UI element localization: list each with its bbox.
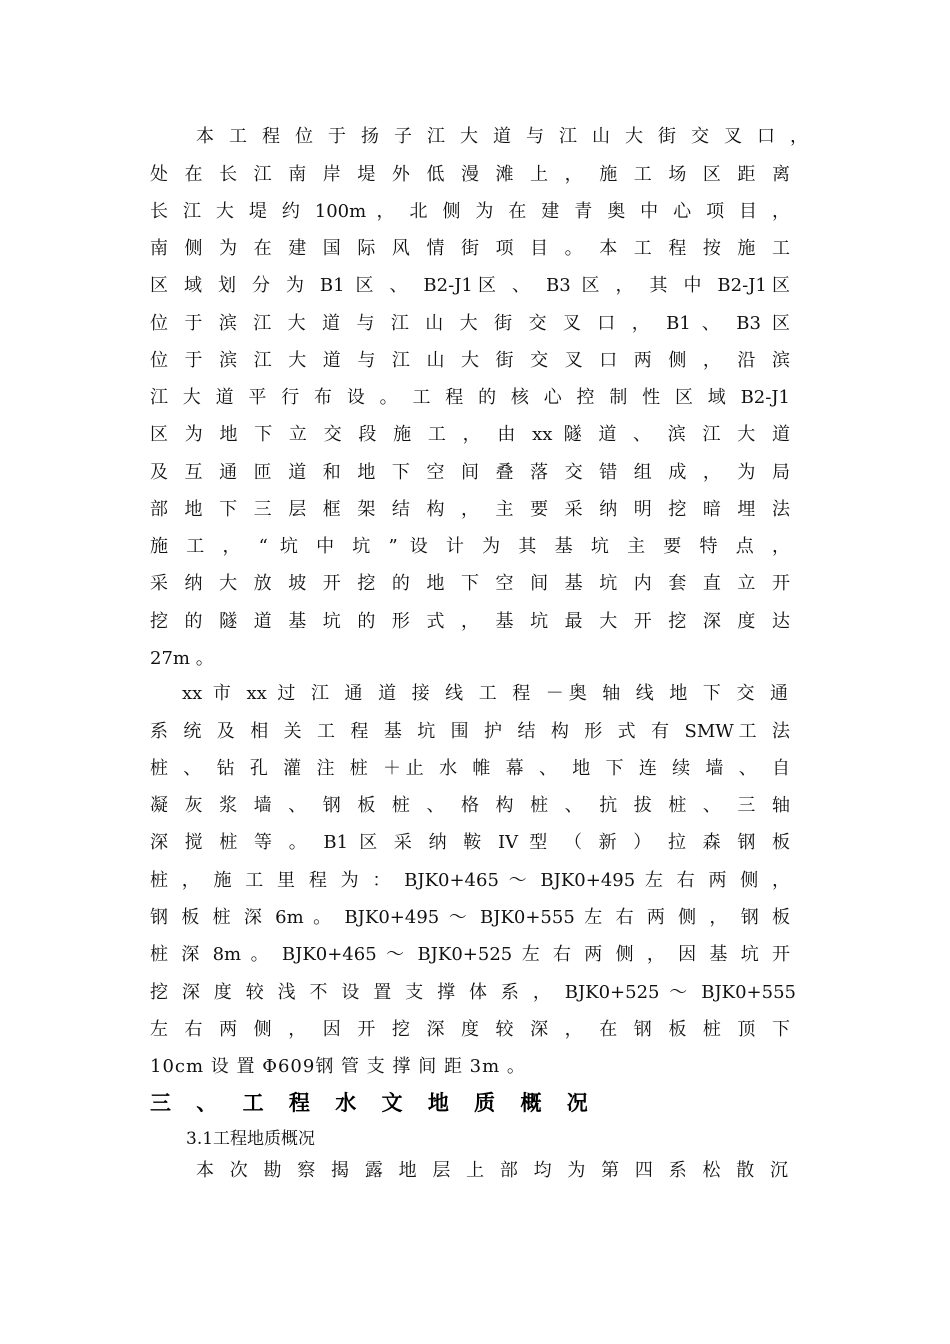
paragraph1-line: 部 地 下 三 层 框 架 结 构 ， 主 要 采 纳 明 挖 暗 埋 法	[150, 499, 790, 520]
paragraph1-line: 江 大 道 平 行 布 设 。 工 程 的 核 心 控 制 性 区 域 B2-J1	[150, 387, 790, 408]
paragraph2-line: xx 市 xx 过 江 通 道 接 线 工 程 －奥 轴 线 地 下 交 通	[182, 683, 788, 704]
paragraph1-line: 及 互 通 匝 道 和 地 下 空 间 叠 落 交 错 组 成 ， 为 局	[150, 462, 790, 483]
paragraph2-line: 钢 板 桩 深 6m 。 BJK0+495 ～ BJK0+555 左 右 两 侧 ， 钢 板	[150, 907, 790, 928]
paragraph2-line: 左 右 两 侧 ， 因 开 挖 深 度 较 深 ， 在 钢 板 桩 顶 下	[150, 1019, 790, 1040]
paragraph1-line: 位 于 滨 江 大 道 与 江 山 大 街 交 叉 口 两 侧 ， 沿 滨	[150, 350, 790, 371]
paragraph2-line: 挖 深 度 较 浅 不 设 置 支 撑 体 系 ， BJK0+525 ～ BJK0+555	[150, 982, 796, 1003]
paragraph2-line: 10cm 设 置 Φ609钢 管 支 撑 间 距 3m 。	[150, 1056, 526, 1077]
paragraph1-line: 施 工 ， “ 坑 中 坑 ” 设 计 为 其 基 坑 主 要 特 点 ，	[150, 536, 790, 557]
paragraph1-line: 南 侧 为 在 建 国 际 风 情 街 项 目 。 本 工 程 按 施 工	[150, 238, 790, 259]
paragraph1-line: 位 于 滨 江 大 道 与 江 山 大 街 交 叉 口 ， B1 、 B3 区	[150, 313, 790, 334]
paragraph2-line: 桩 深 8m 。 BJK0+465 ～ BJK0+525 左 右 两 侧 ， 因 基 坑 开	[150, 944, 790, 965]
paragraph2-line: 桩 ， 施 工 里 程 为 ： BJK0+465 ～ BJK0+495 左 右 两 侧 ，	[150, 870, 790, 891]
paragraph1-line: 处 在 长 江 南 岸 堤 外 低 漫 滩 上 ， 施 工 场 区 距 离	[150, 164, 790, 185]
paragraph1-line: 挖 的 隧 道 基 坑 的 形 式 ， 基 坑 最 大 开 挖 深 度 达	[150, 611, 790, 632]
paragraph3-line: 本 次 勘 察 揭 露 地 层 上 部 均 为 第 四 系 松 散 沉	[196, 1160, 788, 1181]
paragraph1-line: 区 域 划 分 为 B1 区 、 B2-J1区 、 B3 区 ， 其 中 B2-J1区	[150, 275, 790, 296]
paragraph1-line: 采 纳 大 放 坡 开 挖 的 地 下 空 间 基 坑 内 套 直 立 开	[150, 573, 790, 594]
paragraph1-line: 本 工 程 位 于 扬 子 江 大 道 与 江 山 大 街 交 叉 口 ，	[196, 126, 808, 147]
paragraph2-line: 桩 、 钻 孔 灌 注 桩 ＋止 水 帷 幕 、 地 下 连 续 墙 、 自	[150, 758, 790, 779]
section-heading: 三 、 工 程 水 文 地 质 概 况	[150, 1091, 597, 1115]
paragraph2-line: 系 统 及 相 关 工 程 基 坑 围 护 结 构 形 式 有 SMW工 法	[150, 721, 790, 742]
subsection-heading: 3.1工程地质概况	[186, 1129, 316, 1149]
paragraph2-line: 深 搅 桩 等 。 B1 区 采 纳 鞍 IV 型 （ 新 ） 拉 森 钢 板	[150, 832, 790, 853]
paragraph1-line: 长 江 大 堤 约 100m ， 北 侧 为 在 建 青 奥 中 心 项 目 ，	[150, 201, 790, 222]
paragraph2-line: 凝 灰 浆 墙 、 钢 板 桩 、 格 构 桩 、 抗 拔 桩 、 三 轴	[150, 795, 790, 816]
paragraph1-line: 区 为 地 下 立 交 段 施 工 ， 由 xx 隧 道 、 滨 江 大 道	[150, 424, 790, 445]
paragraph1-line: 27m 。	[150, 648, 214, 669]
